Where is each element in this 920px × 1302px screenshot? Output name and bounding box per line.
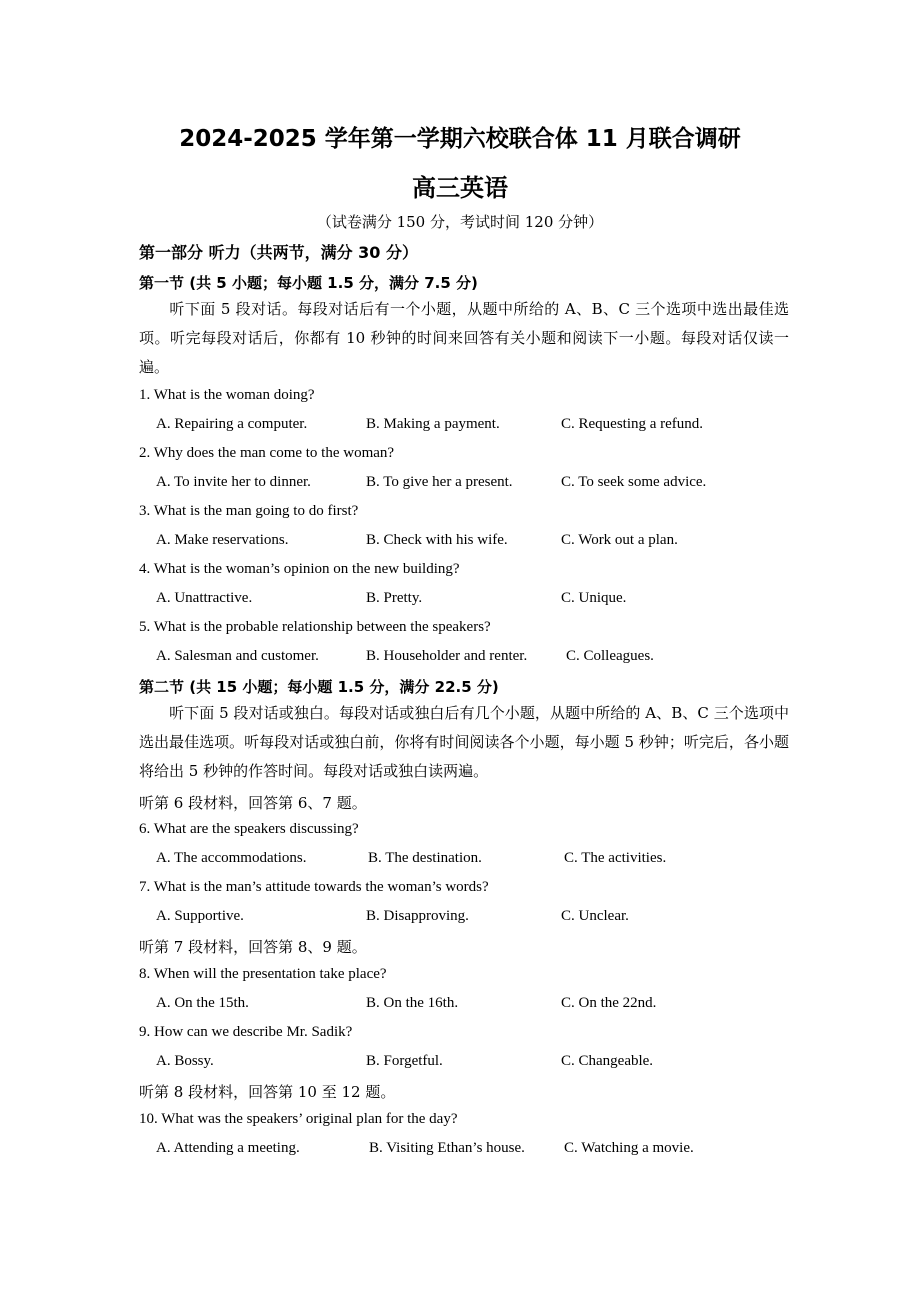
option-b: B. To give her a present.	[366, 474, 513, 490]
option-b: B. Visiting Ethan’s house.	[369, 1140, 525, 1156]
question-stem: 8. When will the presentation take place?	[139, 966, 387, 982]
question-stem: 10. What was the speakers’ original plan for the day?	[139, 1111, 458, 1127]
option-c: C. Unclear.	[561, 908, 629, 924]
section1-title: 第一节 (共 5 小题；每小题 1.5 分，满分 7.5 分)	[139, 274, 478, 292]
option-a: A. To invite her to dinner.	[156, 474, 311, 490]
option-a: A. Repairing a computer.	[156, 416, 308, 432]
option-b: B. Householder and renter.	[366, 648, 528, 664]
option-c: C. Watching a movie.	[564, 1140, 694, 1156]
option-b: B. Forgetful.	[366, 1053, 443, 1069]
material-note: 听第 6 段材料，回答第 6、7 题。	[139, 794, 367, 812]
option-a: A. Bossy.	[156, 1053, 214, 1069]
material-note: 听第 8 段材料，回答第 10 至 12 题。	[139, 1083, 396, 1101]
option-c: C. On the 22nd.	[561, 995, 657, 1011]
option-a: A. Unattractive.	[156, 590, 253, 606]
option-c: C. To seek some advice.	[561, 474, 707, 490]
section2-instructions: 听下面 5 段对话或独白。每段对话或独白后有几个小题，从题中所给的 A、B、C 三个选项中选出最佳选项。听每段对话或独白前，你将有时间阅读各个小题，每小题 5 秒钟；听完后，各小题将给出 5 秒钟的作答时间。每段对话或独白读两遍。	[139, 704, 789, 780]
option-b: B. Disapproving.	[366, 908, 469, 924]
option-c: C. Work out a plan.	[561, 532, 678, 548]
question-stem: 2. Why does the man come to the woman?	[139, 445, 395, 461]
option-c: C. The activities.	[564, 850, 667, 866]
option-c: C. Colleagues.	[566, 648, 654, 664]
option-a: A. Attending a meeting.	[156, 1140, 300, 1156]
section1-instructions: 听下面 5 段对话。每段对话后有一个小题，从题中所给的 A、B、C 三个选项中选出最佳选项。听完每段对话后，你都有 10 秒钟的时间来回答有关小题和阅读下一小题。每段对话仅读一遍。	[139, 300, 789, 376]
option-c: C. Changeable.	[561, 1053, 654, 1069]
option-b: B. The destination.	[368, 850, 482, 866]
option-b: B. On the 16th.	[366, 995, 459, 1011]
question-stem: 5. What is the probable relationship between the speakers?	[139, 619, 491, 635]
option-a: A. On the 15th.	[156, 995, 249, 1011]
question-stem: 6. What are the speakers discussing?	[139, 821, 359, 837]
exam-title: 2024-2025 学年第一学期六校联合体 11 月联合调研	[179, 126, 741, 152]
question-stem: 3. What is the man going to do first?	[139, 503, 359, 519]
question-stem: 4. What is the woman’s opinion on the new building?	[139, 561, 460, 577]
exam-info: （试卷满分 150 分，考试时间 120 分钟）	[316, 213, 604, 231]
option-a: A. Supportive.	[156, 908, 244, 924]
exam-subject: 高三英语	[412, 174, 508, 202]
option-a: A. Salesman and customer.	[156, 648, 319, 664]
option-b: B. Pretty.	[366, 590, 423, 606]
option-a: A. The accommodations.	[156, 850, 307, 866]
part1-title: 第一部分 听力（共两节，满分 30 分）	[139, 243, 418, 262]
question-stem: 9. How can we describe Mr. Sadik?	[139, 1024, 353, 1040]
question-stem: 7. What is the man’s attitude towards the woman’s words?	[139, 879, 489, 895]
question-stem: 1. What is the woman doing?	[139, 387, 315, 403]
material-note: 听第 7 段材料，回答第 8、9 题。	[139, 938, 367, 956]
section2-title: 第二节 (共 15 小题；每小题 1.5 分，满分 22.5 分)	[139, 678, 499, 696]
option-c: C. Requesting a refund.	[561, 416, 704, 432]
option-b: B. Making a payment.	[366, 416, 500, 432]
option-b: B. Check with his wife.	[366, 532, 508, 548]
option-a: A. Make reservations.	[156, 532, 289, 548]
option-c: C. Unique.	[561, 590, 627, 606]
